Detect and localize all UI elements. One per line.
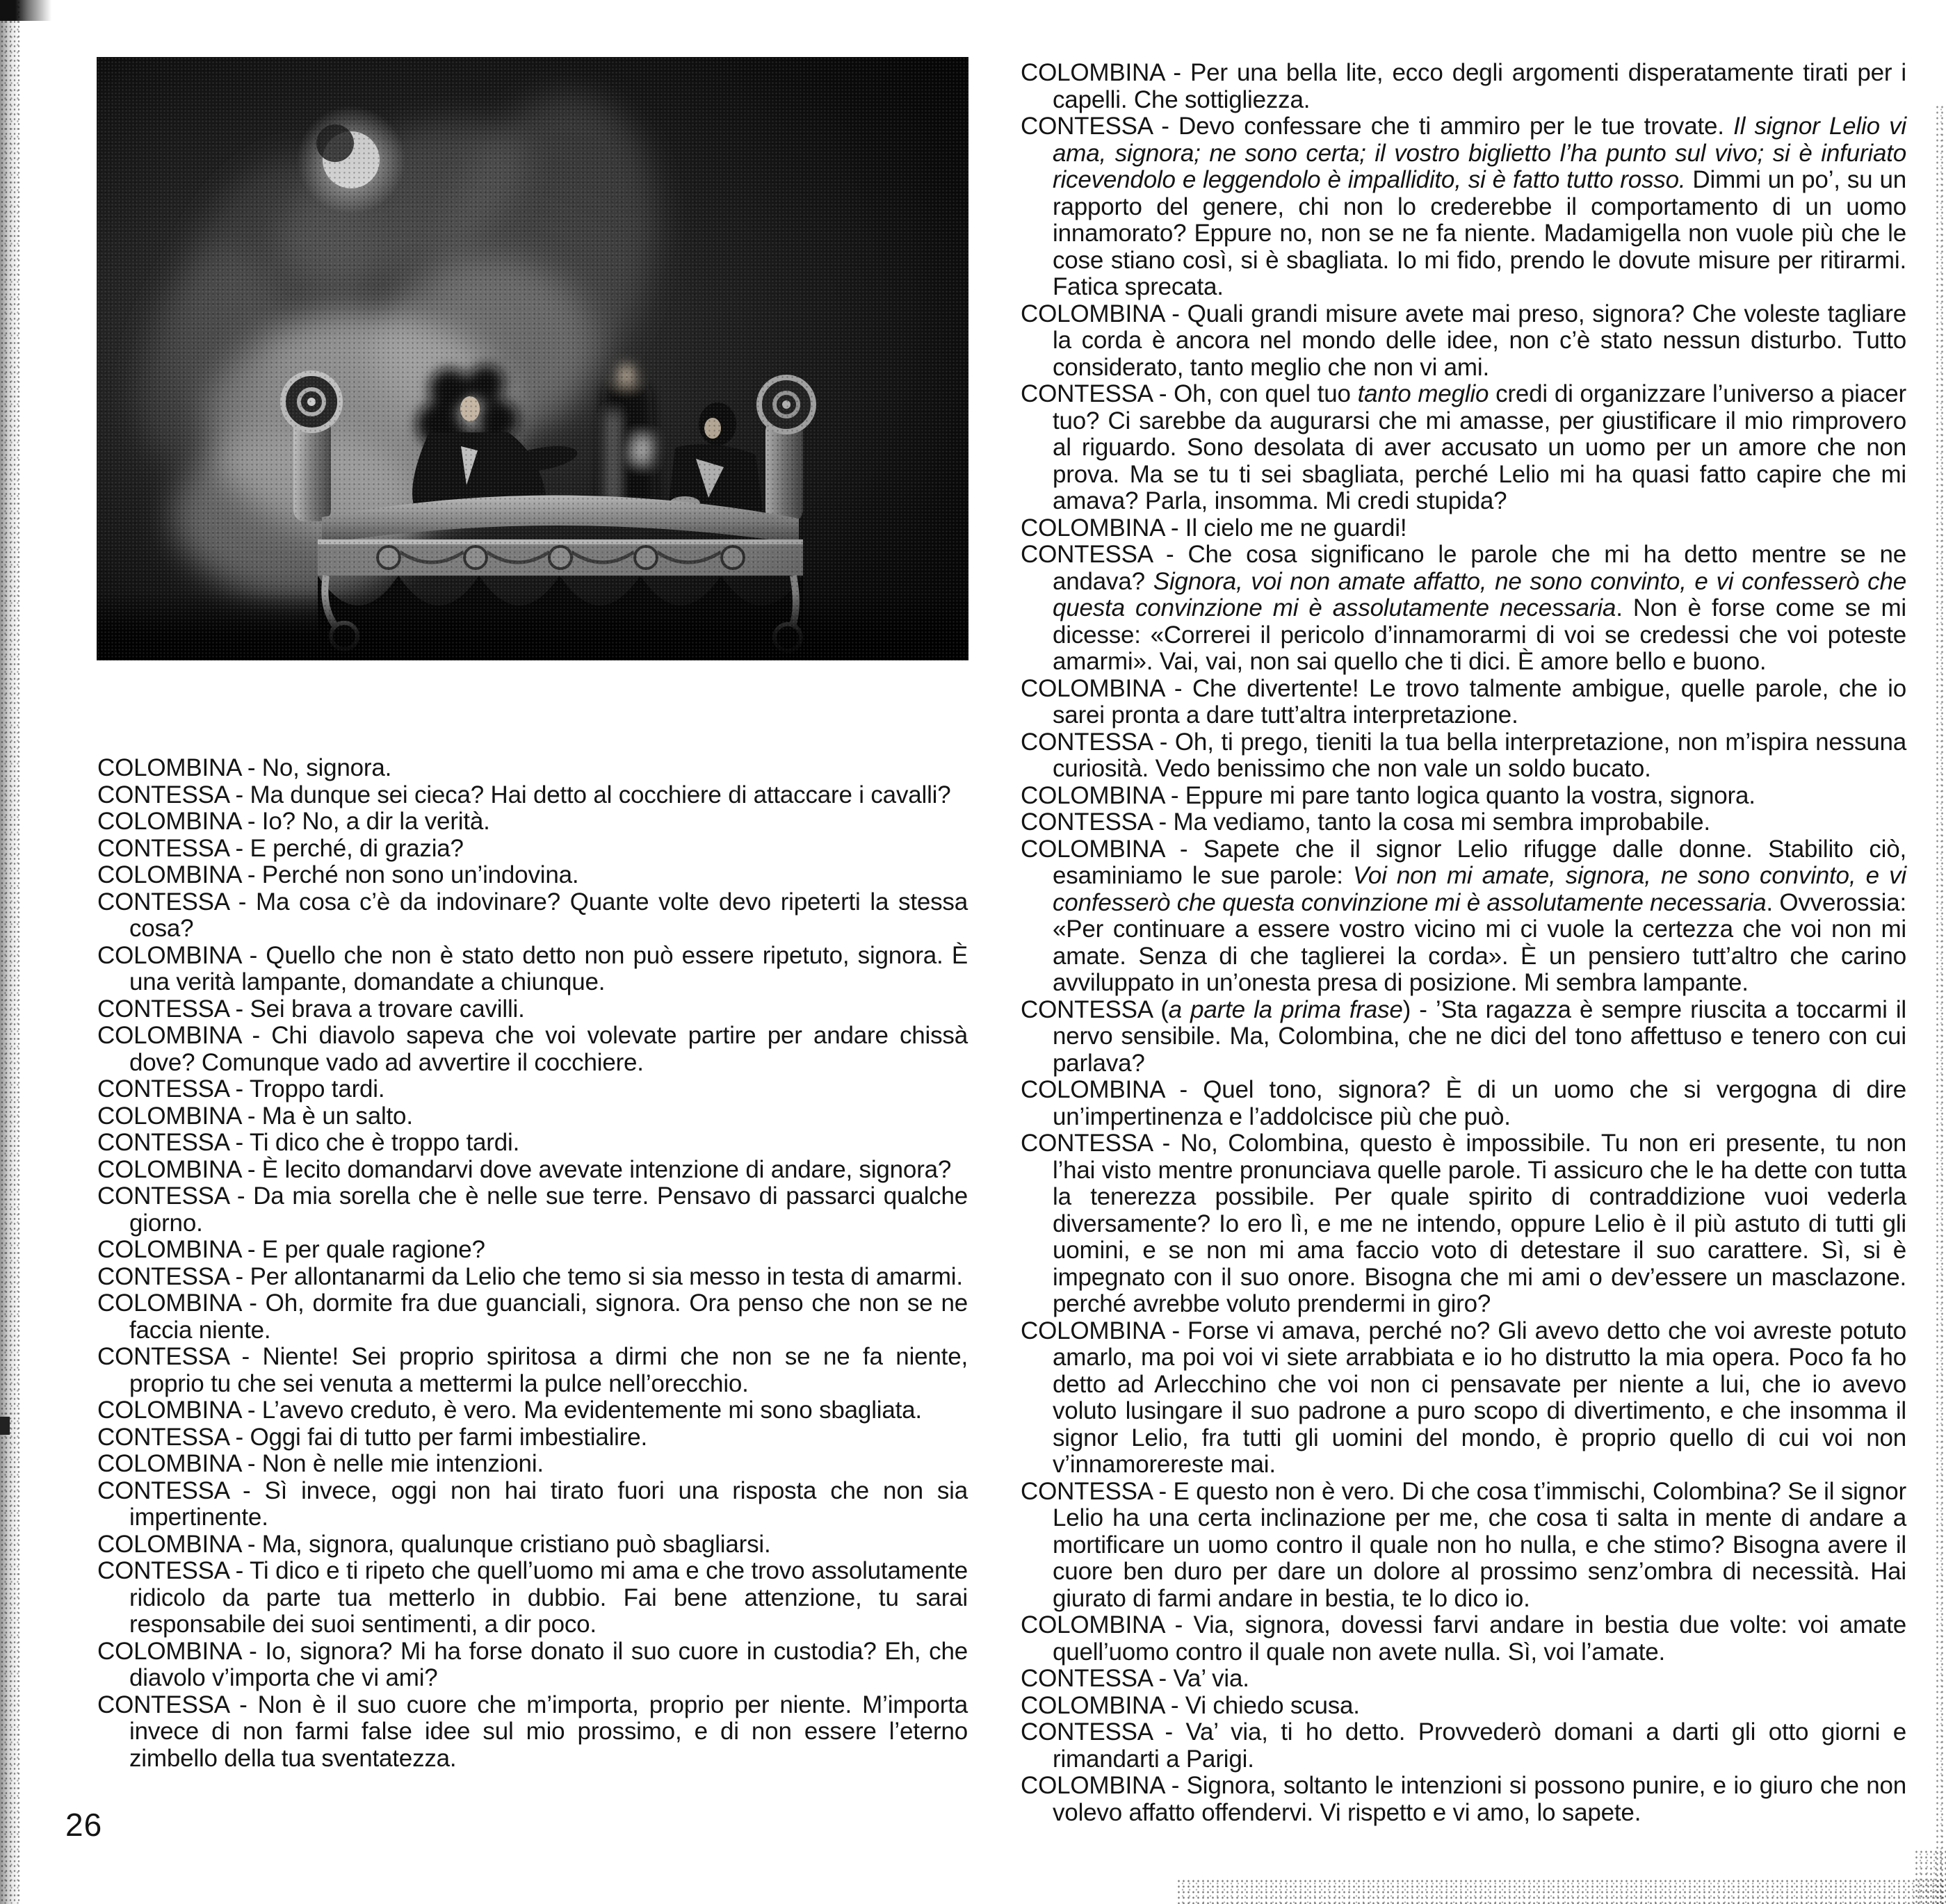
dialogue-entry — [97, 1264, 968, 1291]
dialogue-entry — [1021, 301, 1906, 382]
dialogue-segment: CONTESSA - Ti dico che è troppo tardi. — [97, 1129, 520, 1156]
dialogue-segment: CONTESSA - Per allontanarmi da Lelio che temo si sia messo in testa di amarmi. — [97, 1262, 963, 1290]
dialogue-entry — [1021, 113, 1906, 301]
dialogue-segment: CONTESSA - E perché, di grazia? — [97, 834, 464, 862]
dialogue-segment: COLOMBINA - Io? No, a dir la verità. — [97, 808, 490, 835]
dialogue-italic-segment: Signora, voi non amate affatto, ne sono convinto, e vi confesserò che questa convinzione mi è assolutamente necessaria — [1053, 567, 1906, 621]
page-spine-corner-blot — [0, 0, 54, 21]
dialogue-entry — [97, 1130, 968, 1157]
dialogue-entry — [97, 808, 968, 836]
dialogue-segment: CONTESSA - Da mia sorella che è nelle sue terre. Pensavo di passarci qualche giorno. — [97, 1182, 968, 1237]
dialogue-entry — [97, 943, 968, 996]
dialogue-segment: CONTESSA - Non è il suo cuore che m’importa, proprio per niente. M’importa invece di non farmi false idee sul mio prossimo, e di non essere l’eterno zimbello della tua sventatezza. — [97, 1691, 968, 1772]
dialogue-segment: credi di organizzare l’universo a piacer tuo? Ci sarebbe da augurarsi che mi amasse, per giustificare il mio rimprovero al riguardo. Sono desolata di aver accusato un uomo per un amore che non prova. Ma se tu ti sei sbagliata, perché Lelio mi ha quasi fatto capire che mi amava? Parla, insomma. Mi credi stupida? — [1053, 380, 1906, 514]
page-spine-shadow — [0, 0, 21, 1904]
dialogue-entry — [1021, 1693, 1906, 1720]
dialogue-entry — [97, 1183, 968, 1237]
dialogue-entry — [1021, 1130, 1906, 1318]
dialogue-segment: CONTESSA - Che cosa significano le parole che mi ha detto mentre se ne andava? — [1021, 541, 1906, 595]
dialogue-segment: COLOMBINA - Io, signora? Mi ha forse donato il suo cuore in custodia? Eh, che diavolo v’importa che vi ami? — [97, 1637, 968, 1691]
dialogue-entry — [97, 1397, 968, 1424]
dialogue-entry — [1021, 515, 1906, 542]
dialogue-entry — [1021, 1479, 1906, 1613]
dialogue-entry — [97, 1157, 968, 1184]
dialogue-italic-segment: Voi non mi amate, signora, ne sono convinto, e vi confesserò che questa convinzione mi è assolutamente necessaria — [1053, 862, 1906, 916]
halftone-corner-patch — [1914, 1849, 1946, 1904]
stage-photo — [97, 57, 968, 660]
dialogue-italic-segment: Il signor Lelio vi ama, signora; ne sono certa; il vostro biglietto l’ha punto sul vivo; si è infuriato ricevendolo e leggendolo è impallidito, si è fatto tutto rosso. — [1053, 113, 1906, 193]
halftone-right-strip — [1935, 104, 1946, 1904]
dialogue-entry — [97, 1478, 968, 1531]
dialogue-italic-segment: a parte la prima frase — [1168, 995, 1403, 1023]
dialogue-entry — [97, 1344, 968, 1397]
dialogue-segment: CONTESSA - Ma cosa c’è da indovinare? Quante volte devo ripeterti la stessa cosa? — [97, 888, 968, 942]
dialogue-segment: CONTESSA - Sì invece, oggi non hai tirato fuori una risposta che non sia impertinente. — [97, 1476, 968, 1531]
dialogue-entry — [1021, 1318, 1906, 1479]
dialogue-entry — [1021, 542, 1906, 676]
dialogue-entry — [1021, 809, 1906, 836]
dialogue-segment: CONTESSA - Niente! Sei proprio spiritosa a dirmi che non se ne fa niente, proprio tu che sei venuta a mettermi la pulce nell’orecchio. — [97, 1343, 968, 1397]
dialogue-entry — [97, 1558, 968, 1638]
dialogue-entry — [1021, 836, 1906, 997]
page-edge-mark — [0, 1417, 10, 1435]
dialogue-segment: COLOMBINA - Non è nelle mie intenzioni. — [97, 1450, 544, 1477]
dialogue-entry — [97, 996, 968, 1023]
dialogue-entry — [97, 782, 968, 809]
dialogue-segment: COLOMBINA - Quali grandi misure avete mai preso, signora? Che voleste tagliare la corda è ancora nel mondo delle idee, non c’è stato nessun disturbo. Tutto considerato, tanto meglio che non vi ami. — [1021, 300, 1906, 381]
dialogue-segment: COLOMBINA - Via, signora, dovessi farvi andare in bestia due volte: voi amate quell’uomo contro il quale non avete nulla. Sì, voi l’amate. — [1021, 1611, 1906, 1666]
dialogue-segment: ) - ’Sta ragazza è sempre riuscita a toccarmi il nervo sensibile. Ma, Colombina, che ne dici del tono affettuso e tenero con cui parlava? — [1053, 995, 1906, 1077]
left-text-column — [97, 755, 968, 1772]
dialogue-entry — [1021, 60, 1906, 113]
dialogue-entry — [97, 862, 968, 889]
dialogue-segment: COLOMBINA - Oh, dormite fra due guanciali, signora. Ora penso che non se ne faccia niente. — [97, 1289, 968, 1344]
dialogue-segment: COLOMBINA - Forse vi amava, perché no? Gli avevo detto che voi avreste potuto amarlo, ma poi voi vi siete arrabbiata e io ho distrutto la mia opera. Poco fa ho detto ad Arlecchino che voi non ci pensavate per niente a lui, che io avevo voluto lusingare il suo padrone a puro scopo di divertimento, e che insomma il signor Lelio, fra tutti gli uomini del mondo, è proprio quello di cui voi non v’innamorereste mai. — [1021, 1317, 1906, 1478]
dialogue-segment: COLOMBINA - E per quale ragione? — [97, 1236, 485, 1263]
dialogue-segment: COLOMBINA - Per una bella lite, ecco degli argomenti disperatamente tirati per i capelli. Che sottigliezza. — [1021, 59, 1906, 113]
dialogue-segment: CONTESSA - E questo non è vero. Di che cosa t’immischi, Colombina? Se il signor Lelio ha una certa inclinazione per me, che cosa ti salta in mente di andare a mortificare un uomo contro il quale non ho nulla, e che stimo? Bisogna avere il cuore ben duro per dare un dolore al prossimo senz’ombra di necessità. Hai giurato di farmi andare in bestia, te lo dico io. — [1021, 1477, 1906, 1612]
dialogue-italic-segment: tanto meglio — [1357, 380, 1489, 407]
dialogue-segment: COLOMBINA - L’avevo creduto, è vero. Ma evidentemente mi sono sbagliata. — [97, 1397, 922, 1424]
dialogue-segment: Dimmi un po’, su un rapporto del genere, chi non lo crederebbe il comportamento di un uomo innamorato? Eppure no, non se ne fa niente. Madamigella non vuole più che le cose stiano così, si è sbagliata. Io mi fido, prendo le dovute misure per ritirarmi. Fatica sprecata. — [1053, 166, 1906, 300]
dialogue-segment: CONTESSA - Oh, ti prego, tieniti la tua bella interpretazione, non m’ispira nessuna curiosità. Vedo benissimo che non vale un soldo bucato. — [1021, 728, 1906, 782]
dialogue-entry — [1021, 1077, 1906, 1130]
dialogue-entry — [97, 1076, 968, 1103]
dialogue-segment: CONTESSA - Ma vediamo, tanto la cosa mi sembra improbabile. — [1021, 808, 1710, 836]
dialogue-segment: COLOMBINA - No, signora. — [97, 754, 392, 781]
dialogue-entry — [97, 1451, 968, 1478]
dialogue-segment: COLOMBINA - Ma è un salto. — [97, 1102, 413, 1130]
dialogue-entry — [97, 1290, 968, 1344]
dialogue-segment: COLOMBINA - Quel tono, signora? È di un uomo che si vergogna di dire un’impertinenza e l’addolcisce più che può. — [1021, 1076, 1906, 1130]
dialogue-entry — [1021, 381, 1906, 515]
dialogue-segment: CONTESSA - Va’ via, ti ho detto. Provvederò domani a darti gli otto giorni e rimandarti a Parigi. — [1021, 1718, 1906, 1773]
dialogue-entry — [97, 1237, 968, 1264]
dialogue-entry — [1021, 997, 1906, 1077]
dialogue-entry — [1021, 1612, 1906, 1666]
dialogue-entry — [1021, 1666, 1906, 1693]
dialogue-segment: CONTESSA - Oh, con quel tuo — [1021, 380, 1358, 407]
dialogue-segment: CONTESSA - Troppo tardi. — [97, 1075, 385, 1102]
dialogue-entry — [97, 1103, 968, 1130]
dialogue-segment: COLOMBINA - Chi diavolo sapeva che voi volevate partire per andare chissà dove? Comunque vado ad avvertire il cocchiere. — [97, 1022, 968, 1076]
dialogue-segment: CONTESSA - No, Colombina, questo è impossibile. Tu non eri presente, tu non l’hai visto mentre pronunciava quelle parole. Ti assicuro che le ha dette con tutta la tenerezza possibile. Per quale spirito di contraddizione vuoi vederla diversamente? Io ero lì, e me ne intendo, oppure Lelio è il più astuto di tutti gli uomini, e se non mi ama faccio voto di detestare il suo carattere. Sì, si è impegnato con il suo onore. Bisogna che mi ami o dev’essere un masclazone. perché avrebbe voluto prendermi in giro? — [1021, 1130, 1906, 1317]
dialogue-entry — [1021, 783, 1906, 810]
photo-vignette — [97, 57, 968, 660]
dialogue-entry — [1021, 676, 1906, 729]
halftone-bottom-strip — [1176, 1878, 1946, 1904]
dialogue-segment: COLOMBINA - Eppure mi pare tanto logica quanto la vostra, signora. — [1021, 781, 1756, 809]
dialogue-segment: . Ovverossia: «Per continuare a essere vostro vicino mi ci vuole la certezza che voi non mi amate. Senza di che taglierei la corda». È un pensiero tutt’altro che carino avviluppato in un’onesta presa di posizione. Mi sembra lampante. — [1053, 888, 1907, 996]
dialogue-entry — [97, 755, 968, 782]
dialogue-segment: CONTESSA ( — [1021, 995, 1169, 1023]
dialogue-segment: COLOMBINA - Ma, signora, qualunque cristiano può sbagliarsi. — [97, 1530, 771, 1558]
dialogue-segment: CONTESSA - Ti dico e ti ripeto che quell’uomo mi ama e che trovo assolutamente ridicolo da parte tua metterlo in dubbio. Fai bene attenzione, tu sarai responsabile dei suoi sentimenti, a dir poco. — [97, 1557, 968, 1638]
dialogue-entry — [97, 1531, 968, 1559]
dialogue-segment: . Non è forse come se mi dicesse: «Correrei il pericolo d’innamorarmi di voi se credessi che voi poteste amarmi». Vai, vai, non sai quello che ti dici. È amore bello e buono. — [1053, 594, 1906, 675]
dialogue-segment: CONTESSA - Oggi fai di tutto per farmi imbestialire. — [97, 1423, 647, 1451]
dialogue-segment: COLOMBINA - Sapete che il signor Lelio rifugge dalle donne. Stabilito ciò, esaminiamo le sue parole: — [1021, 835, 1906, 889]
dialogue-segment: COLOMBINA - Perché non sono un’indovina. — [97, 861, 579, 888]
dialogue-segment: COLOMBINA - Quello che non è stato detto non può essere ripetuto, signora. È una verità lampante, domandate a chiunque. — [97, 941, 968, 995]
dialogue-entry — [1021, 1719, 1906, 1773]
dialogue-entry — [97, 836, 968, 863]
dialogue-entry — [97, 1638, 968, 1692]
dialogue-entry — [97, 1023, 968, 1076]
dialogue-entry — [1021, 729, 1906, 783]
dialogue-segment: CONTESSA - Ma dunque sei cieca? Hai detto al cocchiere di attaccare i cavalli? — [97, 781, 951, 808]
dialogue-segment: COLOMBINA - Signora, soltanto le intenzioni si possono punire, e io giuro che non volevo affatto offendervi. Vi rispetto e vi amo, lo sapete. — [1021, 1772, 1906, 1826]
dialogue-segment: CONTESSA - Devo confessare che ti ammiro per le tue trovate. — [1021, 113, 1734, 140]
dialogue-segment: COLOMBINA - Il cielo me ne guardi! — [1021, 514, 1407, 542]
dialogue-segment: CONTESSA - Sei brava a trovare cavilli. — [97, 995, 525, 1023]
dialogue-entry — [97, 889, 968, 943]
dialogue-entry — [1021, 1773, 1906, 1826]
page-number: 26 — [65, 1807, 103, 1843]
dialogue-segment: COLOMBINA - Vi chiedo scusa. — [1021, 1691, 1360, 1719]
right-text-column — [1021, 60, 1906, 1826]
dialogue-segment: COLOMBINA - Che divertente! Le trovo talmente ambigue, quelle parole, che io sarei pronta a dare tutt’altra interpretazione. — [1021, 674, 1906, 729]
dialogue-entry — [97, 1424, 968, 1451]
dialogue-segment: COLOMBINA - È lecito domandarvi dove avevate intenzione di andare, signora? — [97, 1155, 952, 1183]
dialogue-segment: CONTESSA - Va’ via. — [1021, 1665, 1249, 1692]
stage-photo-art — [97, 57, 968, 660]
dialogue-entry — [97, 1692, 968, 1773]
